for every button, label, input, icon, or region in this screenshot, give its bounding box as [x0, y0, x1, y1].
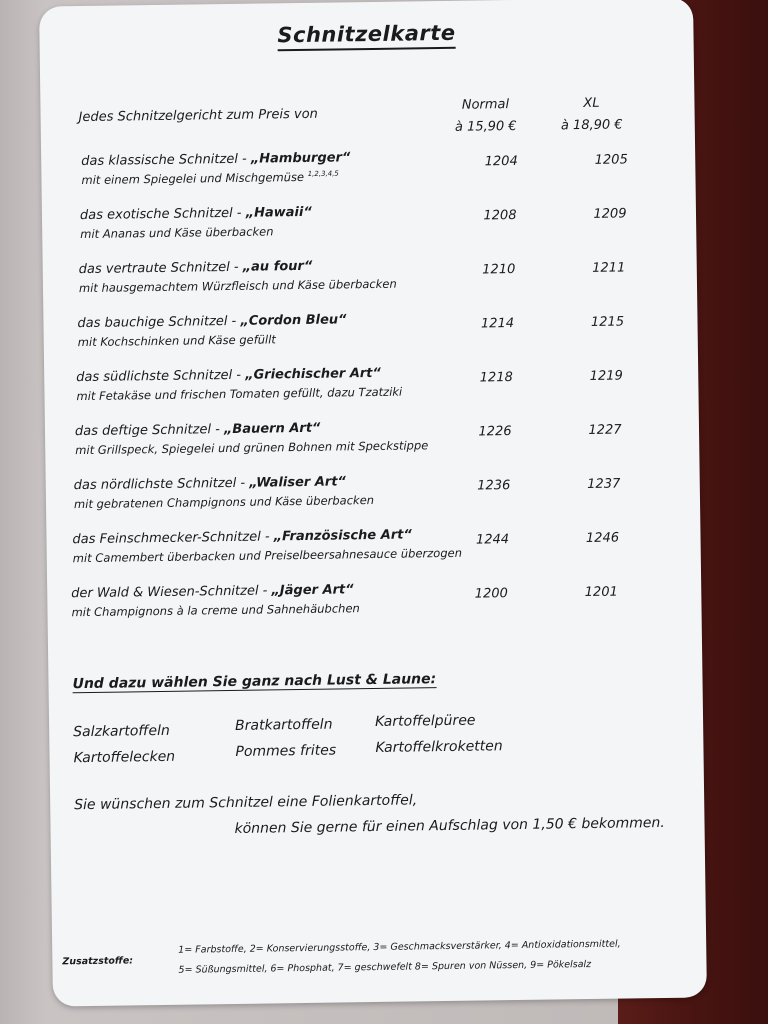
menu-card: [39, 0, 707, 1007]
item-number-normal: 1204: [484, 153, 518, 170]
side-option: Kartoffelecken: [73, 748, 176, 767]
item-number-xl: 1246: [585, 530, 620, 547]
side-option: Kartoffelpüree: [374, 712, 476, 730]
item-number-xl: 1227: [588, 422, 622, 438]
item-number-xl: 1201: [584, 584, 618, 601]
item-number-xl: 1211: [592, 260, 626, 276]
item-number-xl: 1237: [587, 476, 621, 493]
menu-item: das nördlichste Schnitzel - „Waliser Art“ mit gebratenen Champignons und Käse überbacken 1236 1237: [74, 470, 675, 532]
menu-item: der Wald & Wiesen-Schnitzel - „Jäger Art“ mit Champignons à la creme und Sahnehäubchen 1200 1201: [71, 578, 672, 640]
menu-item: das deftige Schnitzel - „Bauern Art“ mit Grillspeck, Spiegelei und grünen Bohnen mit Speckstippe 1226 1227: [75, 416, 676, 478]
item-number-xl: 1205: [594, 152, 628, 168]
item-number-normal: 1208: [483, 207, 517, 224]
menu-item: das klassische Schnitzel - „Hamburger“ mit einem Spiegelei und Mischgemüse $^{1,2,3,4,5}$ 1204 1205: [81, 146, 682, 208]
menu-item: das vertraute Schnitzel - „au four“ mit hausgemachtem Würzfleisch und Käse überbacken 1210 1211: [79, 254, 680, 316]
item-number-normal: 1226: [478, 424, 512, 440]
menu-item: das exotische Schnitzel - „Hawaii“ mit Ananas und Käse überbacken 1208 1209: [80, 200, 681, 262]
item-number-normal: 1218: [479, 370, 513, 386]
menu-item: das bauchige Schnitzel - „Cordon Bleu“ mit Kochschinken und Käse gefüllt 1214 1215: [77, 308, 678, 370]
item-number-xl: 1219: [589, 368, 623, 384]
side-option: Kartoffelkroketten: [375, 738, 503, 756]
additives-label: Zusatzstoffe:: [62, 955, 134, 968]
column-xl: XL à 18,90 €: [560, 95, 623, 134]
schnitzel-list: [71, 146, 678, 640]
additives-list: 1= Farbstoffe, 2= Konservierungsstoffe, 3= Geschmacksverstärker, 4= Antioxidationsmittel, 5= Süßungsmittel, 6= Phosphat, 7= geschwefelt 8= Spuren von Nüssen, 9= Pökelsalz: [178, 938, 621, 976]
column-normal: Normal à 15,90 €: [454, 97, 517, 135]
menu-title: Schnitzelkarte: [39, 17, 693, 50]
item-number-xl: 1209: [593, 206, 627, 222]
side-option: Salzkartoffeln: [73, 722, 170, 741]
item-number-normal: 1214: [480, 316, 515, 332]
surcharge-note: Sie wünschen zum Schnitzel eine Folienkartoffel, können Sie gerne für einen Aufschlag von 1,50 € bekommen.: [74, 792, 665, 837]
item-number-normal: 1200: [474, 586, 508, 602]
side-option: Bratkartoffeln: [235, 716, 333, 734]
menu-item: das Feinschmecker-Schnitzel - „Französische Art“ mit Camembert überbacken und Preiselbeersahnesauce überzogen 1244 1246: [72, 524, 673, 586]
sides-heading: Und dazu wählen Sie ganz nach Lust & Laune:: [72, 671, 437, 693]
item-number-xl: 1215: [590, 314, 625, 330]
side-option: Pommes frites: [235, 742, 337, 760]
menu-item: das südlichste Schnitzel - „Griechischer Art“ mit Fetakäse und frischen Tomaten gefüllt, dazu Tzatziki 1218 1219: [76, 362, 677, 424]
intro-text: Jedes Schnitzelgericht zum Preis von: [78, 106, 318, 126]
item-number-normal: 1236: [477, 478, 511, 494]
sides-list: [73, 710, 673, 767]
item-number-normal: 1244: [475, 532, 510, 548]
item-number-normal: 1210: [482, 261, 516, 278]
